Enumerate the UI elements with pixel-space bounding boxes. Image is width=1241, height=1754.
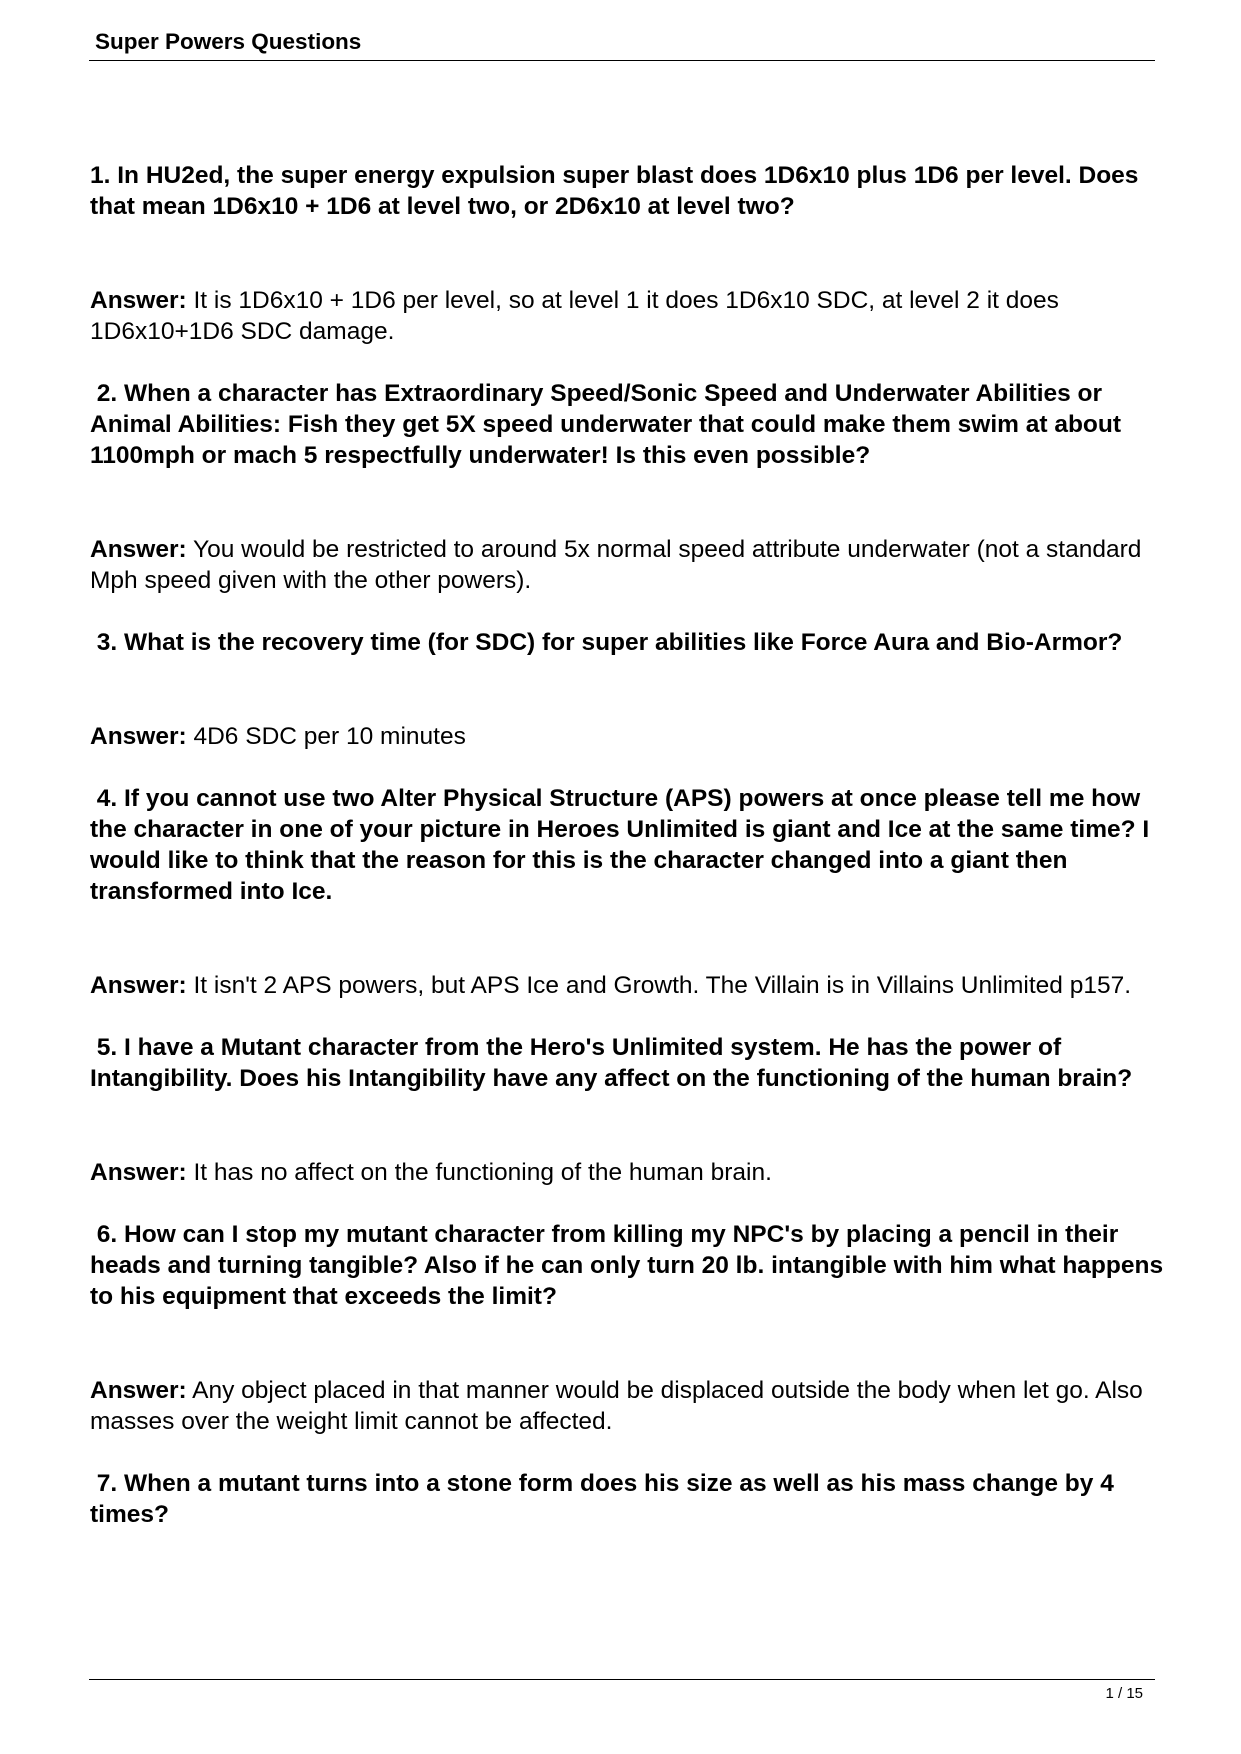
answer-6 — [90, 1375, 1165, 1437]
answer-3 — [90, 721, 1165, 752]
answer-1 — [90, 285, 1165, 347]
answer-label: Answer: — [90, 536, 187, 563]
question-2: 2. When a character has Extraordinary Speed/Sonic Speed and Underwater Abilities or Animal Abilities: Fish they get 5X speed underwater that could make them swim at about 1100mph or mach 5 respectfully underwater! Is this even possible? — [90, 380, 1122, 469]
answer-label: Answer: — [90, 1377, 187, 1404]
question-5: 5. I have a Mutant character from the Hero's Unlimited system. He has the power of Intangibility. Does his Intangibility have any affect on the functioning of the human brain? — [90, 1034, 1133, 1092]
answer-4 — [90, 970, 1165, 1001]
page-number: 1 / 15 — [1105, 1685, 1143, 1702]
answer-label: Answer: — [90, 287, 187, 314]
answer-label: Answer: — [90, 1159, 187, 1186]
question-4: 4. If you cannot use two Alter Physical Structure (APS) powers at once please tell me how the character in one of your picture in Heroes Unlimited is giant and Ice at the same time? I would like to think that the reason for this is the character changed into a giant then transformed into Ice. — [90, 785, 1150, 905]
answer-text: It has no affect on the functioning of the human brain. — [186, 1159, 772, 1186]
question-7: 7. When a mutant turns into a stone form does his size as well as his mass change by 4 times? — [90, 1470, 1114, 1528]
answer-text: Any object placed in that manner would be displaced outside the body when let go. Also masses over the weight limit cannot be affected. — [90, 1377, 1143, 1435]
answer-label: Answer: — [90, 723, 187, 750]
question-3: 3. What is the recovery time (for SDC) for super abilities like Force Aura and Bio-Armor? — [90, 629, 1123, 656]
answer-text: It is 1D6x10 + 1D6 per level, so at level 1 it does 1D6x10 SDC, at level 2 it does 1D6x10+1D6 SDC damage. — [90, 287, 1059, 345]
answer-label: Answer: — [90, 972, 187, 999]
page-header — [89, 28, 1155, 61]
page-footer — [89, 1679, 1155, 1702]
question-6: 6. How can I stop my mutant character from killing my NPC's by placing a pencil in their heads and turning tangible? Also if he can only turn 20 lb. intangible with him what happens to his equipment that exceeds the limit? — [90, 1221, 1164, 1310]
document-body — [90, 160, 1165, 1530]
answer-2 — [90, 534, 1165, 596]
answer-text: It isn't 2 APS powers, but APS Ice and Growth. The Villain is in Villains Unlimited p157. — [186, 972, 1132, 999]
question-1: 1. In HU2ed, the super energy expulsion super blast does 1D6x10 plus 1D6 per level. Does that mean 1D6x10 + 1D6 at level two, or 2D6x10 at level two? — [90, 162, 1139, 220]
answer-text: You would be restricted to around 5x normal speed attribute underwater (not a standard Mph speed given with the other powers). — [90, 536, 1142, 594]
answer-text: 4D6 SDC per 10 minutes — [186, 723, 466, 750]
document-title: Super Powers Questions — [95, 29, 362, 54]
answer-5 — [90, 1157, 1165, 1188]
